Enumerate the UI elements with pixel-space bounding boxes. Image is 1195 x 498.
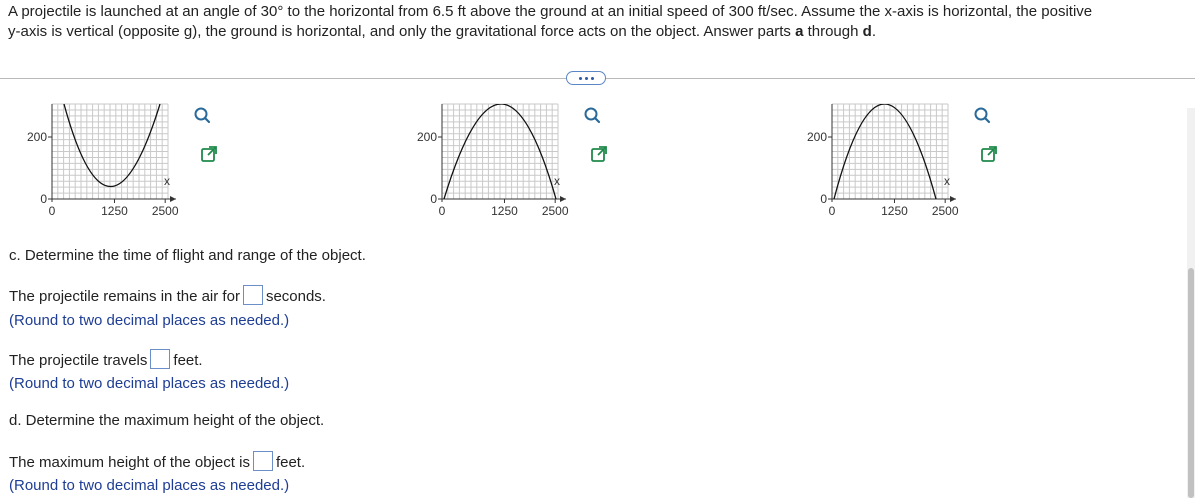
y-tick-label: 200 (26, 130, 47, 144)
max-height-hint: (Round to two decimal places as needed.) (9, 477, 290, 494)
question-line-2 (8, 22, 1188, 42)
x-tick-label: 0 (828, 204, 836, 218)
expand-icon[interactable] (978, 143, 1000, 165)
dot (585, 77, 588, 80)
flight-time-unit: seconds. (265, 287, 326, 305)
part-c-heading-text: c. Determine the time of flight and range of the object. (9, 247, 366, 264)
period-text: . (871, 23, 876, 40)
x-tick-label: 1250 (491, 204, 518, 218)
scrollbar-thumb[interactable] (1188, 268, 1194, 498)
graph-panel-3 (790, 98, 970, 223)
max-height-question (9, 453, 305, 473)
x-tick-label: 1250 (881, 204, 908, 218)
range-question (9, 351, 203, 371)
range-label: The projectile travels (9, 351, 148, 369)
flight-time-hint: (Round to two decimal places as needed.) (9, 312, 290, 329)
x-tick-label: 2500 (151, 204, 179, 218)
range-unit: feet. (173, 351, 203, 369)
expand-icon[interactable] (588, 143, 610, 165)
y-tick-label: 0 (430, 192, 437, 206)
x-axis-arrow (560, 196, 566, 202)
x-axis-label: x (944, 174, 950, 188)
max-height-unit: feet. (275, 453, 306, 471)
question-line-2-text: y-axis is vertical (opposite g), the ground is horizontal, and only the gravitational force acts on the object. Answer parts (8, 23, 796, 40)
zoom-icon[interactable] (191, 105, 213, 127)
grid (832, 104, 948, 199)
max-height-label: The maximum height of the object is (9, 453, 250, 471)
y-tick-label: 0 (820, 192, 827, 206)
x-axis-arrow (170, 196, 176, 202)
y-tick-label: 0 (40, 192, 47, 206)
x-tick-label: 2500 (541, 204, 569, 218)
graph-panel-2 (400, 98, 580, 223)
flight-time-label: The projectile remains in the air for (9, 287, 240, 305)
part-d-ref: d (862, 23, 872, 40)
max-height-input[interactable] (253, 451, 273, 471)
y-tick-label: 200 (416, 130, 437, 144)
x-axis-label: x (554, 174, 560, 188)
dot (591, 77, 594, 80)
expand-icon[interactable] (198, 143, 220, 165)
range-hint: (Round to two decimal places as needed.) (9, 375, 290, 392)
dot (579, 77, 582, 80)
question-text (8, 2, 1188, 42)
flight-time-question (9, 287, 326, 307)
x-tick-label: 2500 (931, 204, 959, 218)
part-c-heading (9, 247, 366, 264)
x-tick-label: 1250 (101, 204, 128, 218)
part-a-ref: a (795, 23, 804, 40)
x-axis-label: x (164, 174, 170, 188)
through-text: through (803, 23, 863, 40)
graph-svg (10, 98, 190, 223)
y-tick-label: 200 (806, 130, 827, 144)
zoom-icon[interactable] (581, 105, 603, 127)
zoom-icon[interactable] (971, 105, 993, 127)
more-options-button[interactable] (566, 71, 606, 85)
question-line-1: A projectile is launched at an angle of 30° to the horizontal from 6.5 ft above the ground at an initial speed of 300 ft/sec. Assume the x-axis is horizontal, the positive (8, 3, 1093, 20)
x-tick-label: 0 (48, 204, 56, 218)
grid (52, 104, 168, 199)
x-tick-label: 0 (438, 204, 446, 218)
part-d-heading: d. Determine the maximum height of the object. (9, 412, 325, 429)
range-input[interactable] (150, 349, 170, 369)
graph-svg (790, 98, 970, 223)
graph-panel-1 (10, 98, 190, 223)
graph-svg (400, 98, 580, 223)
x-axis-arrow (950, 196, 956, 202)
flight-time-input[interactable] (243, 285, 263, 305)
